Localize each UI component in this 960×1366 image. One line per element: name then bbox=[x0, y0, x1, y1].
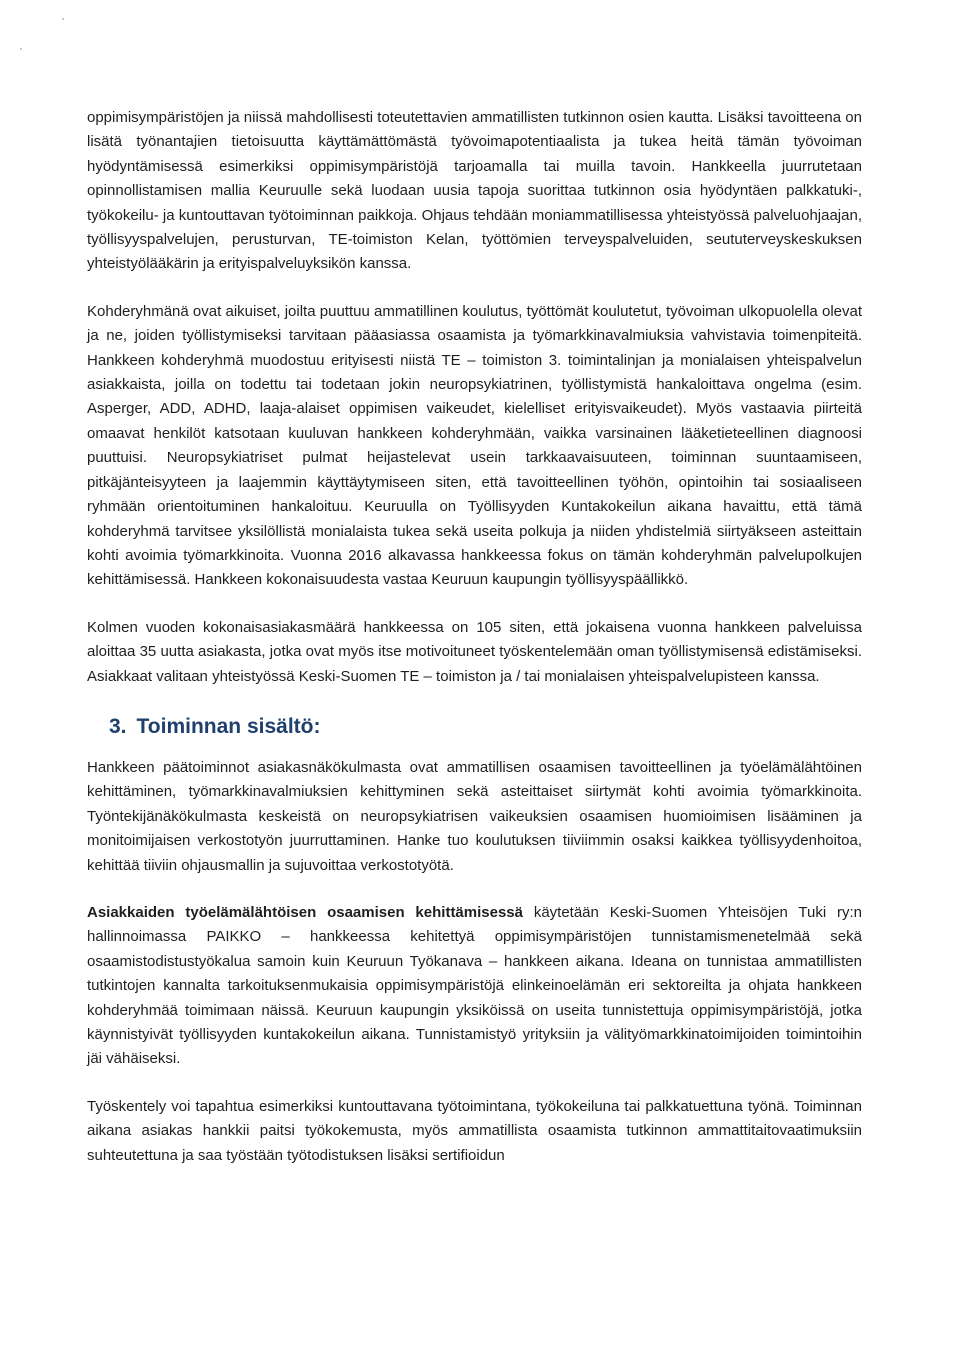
section-number: 3. bbox=[109, 714, 127, 738]
paragraph-4: Hankkeen päätoiminnot asiakasnäkökulmasta ovat ammatillisen osaamisen tavoitteellinen ja työelämälähtöinen kehittäminen, työmarkkinavalmiuksien kehittyminen sekä asteittaiset siirtymät kohti avoimia työmarkkinoita. Työntekijänäkökulmasta keskeistä on neuropsykiatrisen vaikeuksien osaamisen huomioimisen lisääminen ja monitoimijaisen verkostotyön juurruttaminen. Hanke tuo koulutuksen tiiviimmin osaksi kaikkea työllisyydenhoitoa, kehittää tiiviin ohjausmallin ja sujuvoittaa verkostotyötä. bbox=[87, 758, 862, 874]
paragraph-6: Työskentely voi tapahtua esimerkiksi kuntouttavana työtoimintana, työkokeiluna tai palkkatuettuna työnä. Toiminnan aikana asiakas hankkii paitsi työkokemusta, myös ammatillista osaamista tutkinnon ammattitaitovaatimuksiin suhteutettuna ja saa työstään työtodistuksen lisäksi sertifioidun bbox=[87, 1097, 862, 1164]
paragraph-5-bold-lead: Asiakkaiden työelämälähtöisen osaamisen kehittämisessä bbox=[87, 903, 523, 921]
document-page bbox=[87, 106, 862, 1191]
paragraph-5-text: käytetään Keski-Suomen Yhteisöjen Tuki ry:n hallinnoimassa PAIKKO – hankkeessa kehitettyä oppimisympäristöjen tunnistamismenetelmää sekä osaamistodistustyökalua samoin kuin Keuruun Työkanava – hankkeen aikana. Ideana on tunnistaa ammatillisten tutkintojen kannalta tarkoituksenmukaisia oppimisympäristöjä elinkeinoelämän eri sektoreilta ja ohjata hankkeen kohderyhmää toimimaan näissä. Keuruun kaupungin yksiköissä on useita tunnistettuja oppimisympäristöjä, jotka käynnistyivät työllisyyden kuntakokeilun aikana. Tunnistamistyö yrityksiin ja välityömarkkinatoimijoiden toimintoihin jäi vähäiseksi. bbox=[87, 903, 862, 1068]
scan-speck bbox=[20, 48, 22, 50]
paragraph-3: Kolmen vuoden kokonaisasiakasmäärä hankkeessa on 105 siten, että jokaisena vuonna hankkeen palveluissa aloittaa 35 uutta asiakasta, jotka ovat myös itse motivoituneet työskentelemään oman työllistymisensä edistämiseksi. Asiakkaat valitaan yhteistyössä Keski-Suomen TE – toimiston ja / tai monialaisen yhteispalvelupisteen kanssa. bbox=[87, 618, 862, 685]
paragraph-2: Kohderyhmänä ovat aikuiset, joilta puuttuu ammatillinen koulutus, työttömät koulutetut, työvoiman ulkopuolella olevat ja ne, joiden työllistymiseksi tarvitaan pääasiassa osaamista ja työmarkkinavalmiuksia vahvistavia toimenpiteitä. Hankkeen kohderyhmä muodostuu erityisesti niistä TE – toimiston 3. toimintalinjan ja monialaisen yhteispalvelun asiakkaista, joilla on todettu tai todetaan jokin neuropsykiatrinen, työllistymistä hankaloittava ongelma (esim. Asperger, ADD, ADHD, laaja-alaiset oppimisen vaikeudet, kielelliset erityisvaikeudet). Myös vastaavia piirteitä omaavat henkilöt katsotaan kuuluvan hankkeen kohderyhmään, vaikka varsinainen lääketieteellinen diagnoosi puuttuisi. Neuropsykiatriset pulmat heijastelevat usein tarkkaavaisuuteen, toiminnan suuntaamiseen, pitkäjänteisyyteen ja laajemmin käyttäytymiseen siten, että tavoitteellinen työhön, opintoihin tai sosiaaliseen ryhmään orientoituminen hankaloituu. Keuruulla on Työllisyyden Kuntakokeilun aikana havaittu, että tämä kohderyhmä tarvitsee yksilöllistä monialaista tukea sekä useita polkuja ja niiden yhdistelmiä siirtyäkseen asteittain kohti avoimia työmarkkinoita. Vuonna 2016 alkavassa hankkeessa fokus on tämän kohderyhmän palvelupolkujen kehittämisessä. Hankkeen kokonaisuudesta vastaa Keuruun kaupungin työllisyyspäällikkö. bbox=[87, 302, 862, 589]
paragraph-1: oppimisympäristöjen ja niissä mahdollisesti toteutettavien ammatillisten tutkinnon osien kautta. Lisäksi tavoitteena on lisätä työnantajien tietoisuutta käyttämättömästä työvoimapotentiaalista ja tukea heitä tämän työvoiman hyödyntämisessä esimerkiksi oppimisympäristöjä tarjoamalla tai muilla tavoin. Hankkeella juurrutetaan opinnollistamisen mallia Keuruulle sekä luodaan uusia tapoja suorittaa tutkinnon osia hyödyntäen palkkatuki-, työkokeilu- ja kuntouttavan työtoiminnan paikkoja. Ohjaus tehdään moniammatillisessa yhteistyössä palveluohjaajan, työllisyyspalvelujen, perusturvan, TE-toimiston Kelan, työttömien terveyspalveluiden, seututerveyskeskuksen yhteistyölääkärin ja erityispalveluyksikön kanssa. bbox=[87, 109, 862, 273]
paragraph-5 bbox=[87, 901, 862, 1072]
scan-speck bbox=[62, 18, 64, 20]
section-title: Toiminnan sisältö: bbox=[136, 714, 321, 738]
section-heading bbox=[87, 712, 862, 742]
